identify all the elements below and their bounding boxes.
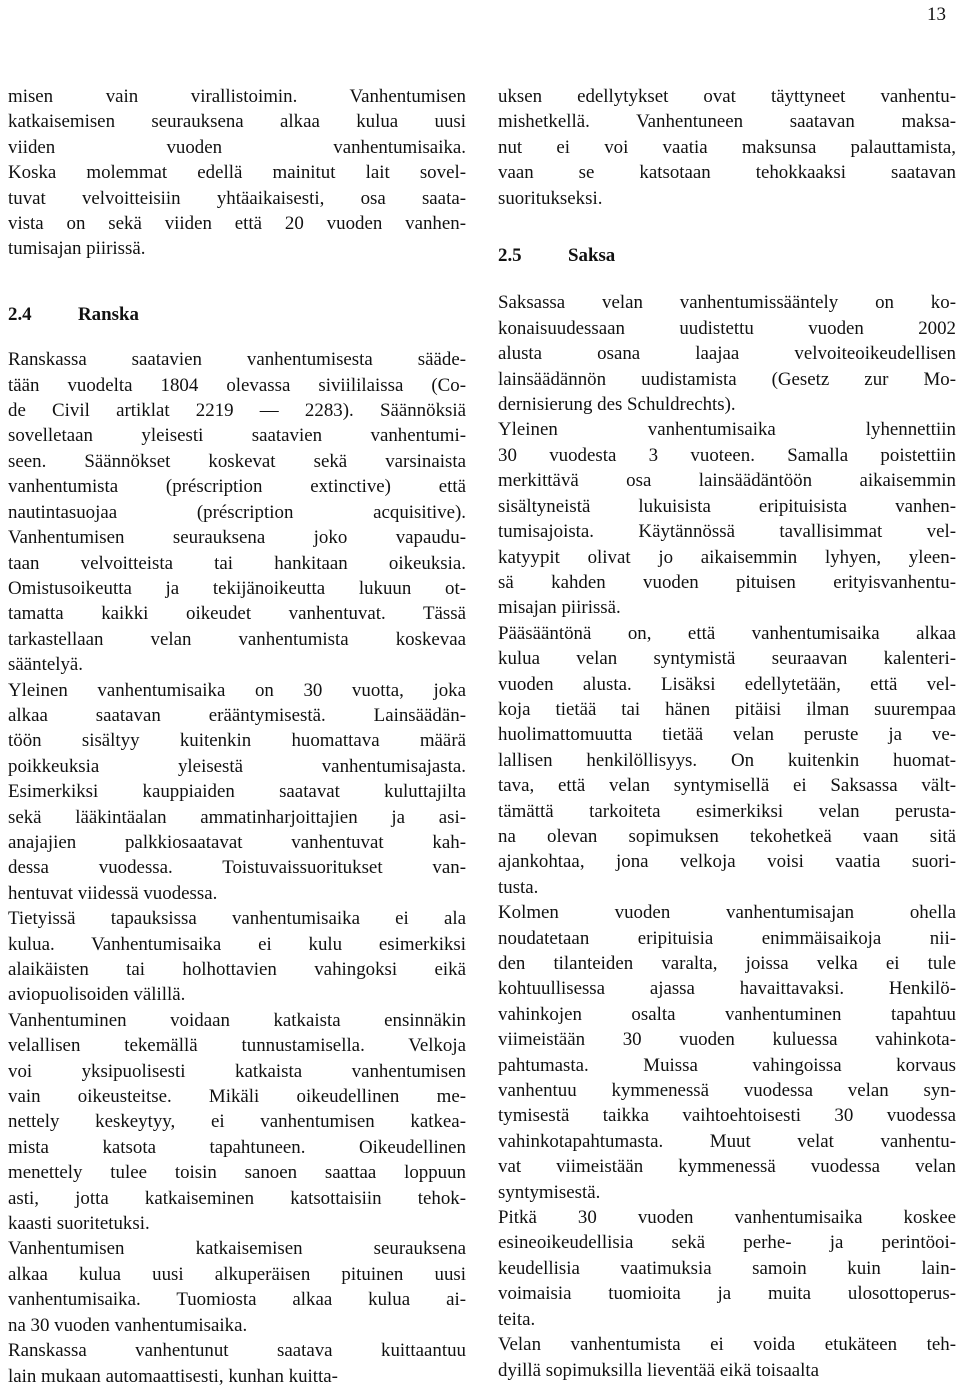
text-line: kohtuullisessa ajassa havaittavaksi. Henkilö- <box>498 978 956 1000</box>
text-line: dessa vuodessa. Toistuvaissuoritukset van- <box>8 857 466 879</box>
text-line: sisältyneistä lukuisista eripituisista vanhen- <box>498 495 956 517</box>
left-column <box>8 84 466 1389</box>
text-line: vahinkotapahtumasta. Muut velat vanhentu- <box>498 1130 956 1152</box>
section-number: 2.4 <box>8 303 32 325</box>
text-line: Pitkä 30 vuoden vanhentumisaika koskee <box>498 1207 956 1229</box>
text-line: hentuvat viidessä vuodessa. <box>8 882 218 904</box>
intro-paragraph <box>8 84 466 262</box>
text-line: kulua. Vanhentumisaika ei kulu esimerkiksi <box>8 933 466 955</box>
text-line: tumisajan piirissä. <box>8 238 146 260</box>
text-line: na 30 vuoden vanhentumisaika. <box>8 1314 248 1336</box>
text-line: Yleinen vanhentumisaika lyhennettiin <box>498 419 956 441</box>
text-line: nautintasuojaa (préscription acquisitive). <box>8 501 466 523</box>
text-line: esineoikeudellisia sekä perhe- ja perintöoi- <box>498 1232 956 1254</box>
text-line: alaikäisten tai holhottavien vahingoksi eikä <box>8 959 466 980</box>
text-line: teita. <box>498 1308 536 1330</box>
text-line: misen vain virallistoimin. Vanhentumisen <box>8 86 466 107</box>
paragraph <box>498 621 956 900</box>
text-line: taan velvoitteista tai hankitaan oikeuksia. <box>8 552 466 574</box>
text-line: vanhentuu kymmenessä vuodessa velan syn- <box>498 1080 956 1102</box>
text-line: nettely keskeytyy, ei vanhentumisen katkea- <box>8 1111 466 1133</box>
text-line: alkaa kulua uusi alkuperäisen pituinen uusi <box>8 1263 466 1285</box>
paragraph <box>8 906 466 1008</box>
text-line: vaan se katsotaan tehokkaaksi saatavan <box>498 162 956 184</box>
text-line: lainsäädännön uudistamista (Gesetz zur Mo- <box>498 368 956 390</box>
text-line: den tilanteiden varalta, joissa velka ei tule <box>498 953 956 974</box>
text-line: alusta osana laajaa velvoiteoikeudellisen <box>498 343 956 365</box>
text-line: Vanhentumisen seurauksena joko vapaudu- <box>8 527 466 549</box>
paragraph <box>498 900 956 1205</box>
text-line: vuoden alusta. Lisäksi edellytetään, että vel- <box>498 673 956 695</box>
paragraph <box>8 1008 466 1237</box>
section-body <box>498 290 956 1382</box>
text-line: konaisuudessaan uudistettu vuoden 2002 <box>498 317 956 339</box>
text-line: pahtumasta. Muissa vahingoissa korvaus <box>498 1054 956 1076</box>
text-line: vanhentumista (préscription extinctive) että <box>8 476 466 498</box>
text-line: kaasti suoritetuksi. <box>8 1213 150 1235</box>
text-line: merkittävä osa lainsäädäntöön aikaisemmin <box>498 470 956 492</box>
text-line: Esimerkiksi kauppiaiden saatavat kuluttajilta <box>8 781 466 803</box>
text-line: tumisajoista. Käytännössä tavallisimmat vel- <box>498 521 956 543</box>
text-line: mista katsota tapahtuneen. Oikeudellinen <box>8 1136 466 1158</box>
text-line: noudatetaan eripituisia enimmäisaikoja nii- <box>498 927 956 949</box>
intro-paragraph <box>498 84 956 211</box>
text-line: Velan vanhentumista ei voida etukäteen teh- <box>498 1334 956 1356</box>
text-line: seen. Säännökset koskevat sekä varsinaista <box>8 450 466 472</box>
text-line: Vanhentuminen voidaan katkaista ensinnäkin <box>8 1009 466 1031</box>
text-line: Omistusoikeutta ja tekijänoikeutta lukuun ot- <box>8 577 466 599</box>
text-line: anajajien palkkiosaatavat vanhentuvat kah- <box>8 831 466 853</box>
text-line: tymisestä taikka vaihtoehtoisesti 30 vuodessa <box>498 1105 956 1127</box>
text-line: vahinkojen osalta vanhentuminen tapahtuu <box>498 1003 956 1025</box>
text-line: vista on sekä viiden että 20 vuoden vanhen- <box>8 213 466 235</box>
text-line: tuvat velvoitteisiin yhtäaikaisesti, osa saata- <box>8 187 466 209</box>
text-line: vain oikeusteitse. Mikäli oikeudellinen me- <box>8 1086 466 1108</box>
text-line: dernisierung des Schuldrechts). <box>498 394 736 416</box>
text-line: sääntelyä. <box>8 654 83 676</box>
text-line: vat viimeistään kymmenessä vuodessa velan <box>498 1156 956 1178</box>
text-line: velallisen tekemällä tunnustamisella. Velkoja <box>8 1035 466 1057</box>
text-line: 30 vuodesta 3 vuoteen. Samalla poistettiin <box>498 444 956 466</box>
text-line: Tietyissä tapauksissa vanhentumisaika ei ala <box>8 908 466 930</box>
section-heading-ranska <box>8 302 466 327</box>
text-line: viimeistään 30 vuoden kuluessa vahinkota- <box>498 1029 956 1051</box>
text-line: aviopuolisoiden välillä. <box>8 984 186 1006</box>
text-line: tään vuodelta 1804 olevassa siviililaissa (Co- <box>8 374 466 396</box>
section-number: 2.5 <box>498 245 522 267</box>
text-line: syntymisestä. <box>498 1181 601 1203</box>
text-line: mishetkellä. Vanhentuneen saatavan maksa- <box>498 111 956 133</box>
text-line: alkaa saatavan erääntymisestä. Lainsäädän- <box>8 704 466 726</box>
text-line: misajan piirissä. <box>498 597 621 619</box>
text-line: suoritukseksi. <box>498 187 603 209</box>
section-body <box>8 347 466 1389</box>
text-line: asti, jotta katkaiseminen katsottaisiin tehok- <box>8 1187 466 1209</box>
text-line: Vanhentumisen katkaisemisen seurauksena <box>8 1238 466 1260</box>
text-line: Ranskassa vanhentunut saatava kuittaantuu <box>8 1340 466 1362</box>
paragraph <box>8 347 466 677</box>
text-line: huolimattomuutta tietää velan peruste ja ve- <box>498 724 956 746</box>
text-line: vanhentumisaika. Tuomiosta alkaa kulua ai- <box>8 1289 466 1311</box>
text-line: Ranskassa saatavien vanhentumisesta sääde- <box>8 349 466 371</box>
text-line: dyillä sopimuksilla lieventää eikä toisaalta <box>498 1359 820 1381</box>
text-line: Koska molemmat edellä mainitut lait sovel- <box>8 162 466 184</box>
text-line: viiden vuoden vanhentumisaika. <box>8 136 466 158</box>
paragraph <box>8 1338 466 1389</box>
text-line: tava, että velan syntymisellä ei Saksassa vält- <box>498 775 956 797</box>
paragraph <box>8 1236 466 1338</box>
text-line: kulua velan syntymistä seuraavan kalenteri- <box>498 648 956 670</box>
text-line: ajankohtaa, jona velkoja voisi vaatia suori- <box>498 851 956 873</box>
text-line: sovelletaan yleisesti saatavien vanhentumi- <box>8 425 466 447</box>
text-line: de Civil artiklat 2219 — 2283). Säännöksiä <box>8 400 466 422</box>
text-line: katyypit olivat jo aikaisemmin lyhyen, yleen- <box>498 546 956 568</box>
text-line: tusta. <box>498 876 539 898</box>
text-line: tamatta kaikki oikeudet vanhentuvat. Tässä <box>8 603 466 625</box>
text-line: Kolmen vuoden vanhentumisajan ohella <box>498 902 956 924</box>
paragraph <box>498 1332 956 1383</box>
text-line: tämättä tarkoiteta esimerkiksi velan perusta- <box>498 800 956 822</box>
page-number: 13 <box>927 4 946 25</box>
text-line: nut ei voi vaatia maksunsa palauttamista, <box>498 136 956 158</box>
paragraph <box>498 417 956 620</box>
paragraph <box>8 678 466 907</box>
text-line: Saksassa velan vanhentumissääntely on ko- <box>498 292 956 314</box>
text-line: koja tietää tai hänen pitäisi ilman suurempaa <box>498 698 956 720</box>
text-line: voimaisia tuomioita ja muita ulosottoperus- <box>498 1283 956 1305</box>
text-line: poikkeuksia yleisestä vanhentumisajasta. <box>8 755 466 777</box>
text-line: töön sisältyy kuitenkin huomattava määrä <box>8 730 466 752</box>
text-line: na olevan sopimuksen tekohetkeä vaan sitä <box>498 825 956 847</box>
right-column <box>498 84 956 1383</box>
text-line: lallisen henkilöllisyys. On kuitenkin huomat- <box>498 749 956 771</box>
paragraph <box>498 1205 956 1332</box>
paragraph <box>498 290 956 417</box>
section-title: Saksa <box>568 245 616 267</box>
text-line: keudellisia vaatimuksia samoin kuin lain- <box>498 1257 956 1279</box>
text-line: katkaisemisen seurauksena alkaa kulua uusi <box>8 111 466 133</box>
text-line: menettely tulee toisin sanoen saattaa loppuun <box>8 1162 466 1184</box>
section-title: Ranska <box>78 303 139 325</box>
text-line: Pääsääntönä on, että vanhentumisaika alkaa <box>498 622 956 644</box>
section-heading-saksa <box>498 243 956 268</box>
text-line: tarkastellaan velan vanhentumista koskevaa <box>8 628 466 650</box>
text-line: lain mukaan automaattisesti, kunhan kuitta- <box>8 1365 338 1387</box>
text-line: Yleinen vanhentumisaika on 30 vuotta, joka <box>8 679 466 701</box>
text-line: sä kahden vuoden pituisen erityisvanhentu- <box>498 571 956 593</box>
text-line: sekä lääkintäalan ammatinharjoittajien ja asi- <box>8 806 466 828</box>
text-line: uksen edellytykset ovat täyttyneet vanhentu- <box>498 86 956 107</box>
text-line: voi yksipuolisesti katkaista vanhentumisen <box>8 1060 466 1082</box>
